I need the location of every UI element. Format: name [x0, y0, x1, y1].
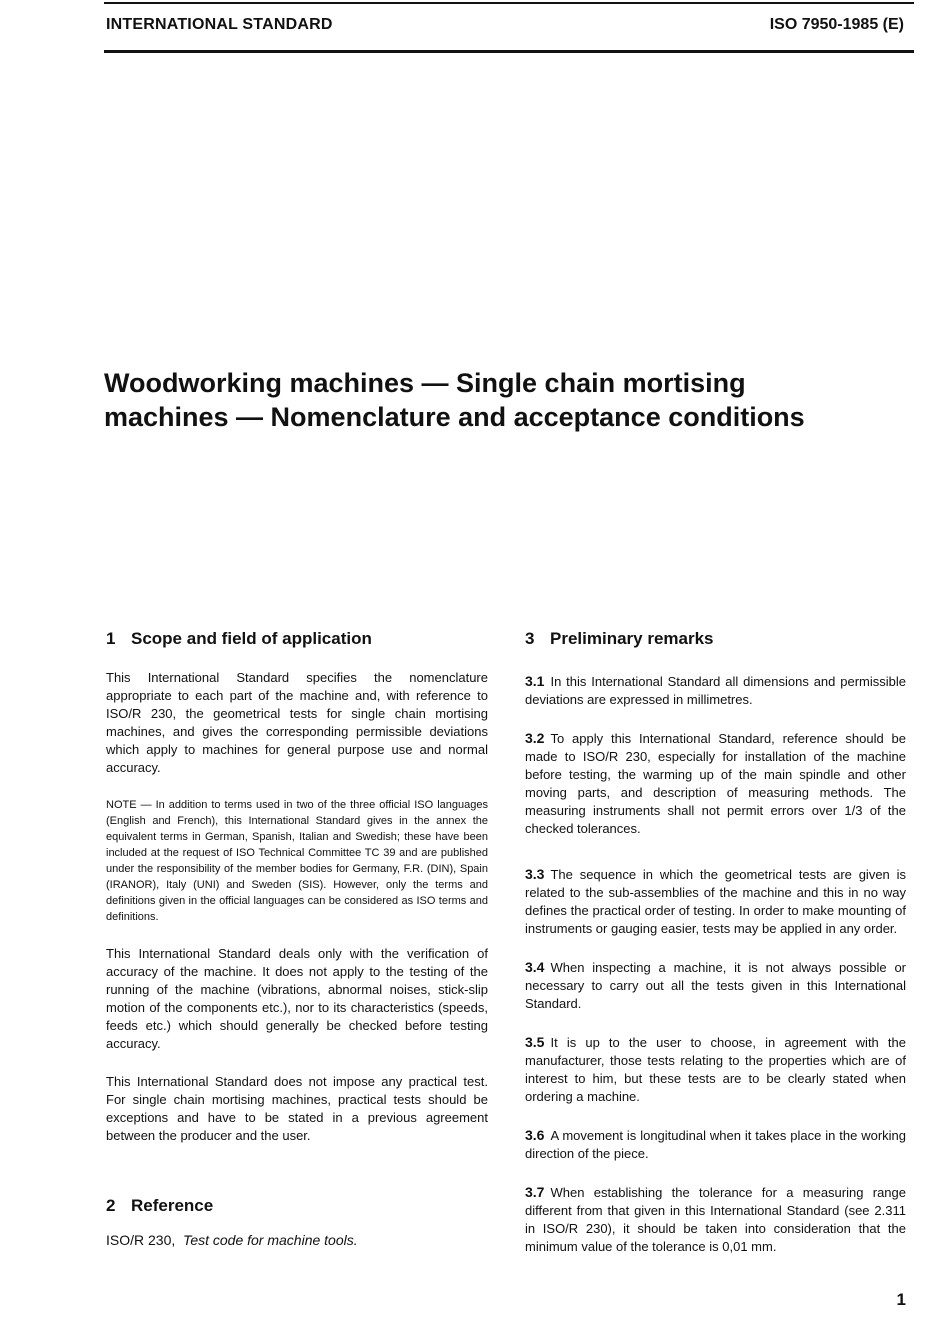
section-2-number: 2	[106, 1196, 116, 1215]
remark-number: 3.5	[525, 1034, 545, 1050]
remark-number: 3.3	[525, 866, 545, 882]
header-rule	[104, 50, 914, 53]
reference-title: Test code for machine tools.	[183, 1232, 358, 1248]
title-line-2: machines — Nomenclature and acceptance conditions	[104, 402, 805, 432]
remark-number: 3.1	[525, 673, 545, 689]
remark-text: A movement is longitudinal when it takes place in the working direction of the piece.	[525, 1128, 906, 1161]
header-standard-number: ISO 7950-1985 (E)	[769, 16, 904, 33]
page-header	[104, 16, 914, 38]
section-2-title: Reference	[131, 1196, 214, 1215]
remark-number: 3.6	[525, 1127, 545, 1143]
title-line-1: Woodworking machines — Single chain mortising	[104, 368, 746, 398]
reference-entry	[106, 1231, 488, 1249]
section-1-paragraph-2: This International Standard deals only with the verification of accuracy of the machine. It does not apply to the testing of the running of the machine (vibrations, abnormal noises, stick-slip motion of the components etc.), nor to its characteristics (speeds, feeds etc.) which should generally be checked before testing accuracy.	[106, 946, 488, 1051]
remark-3-6	[525, 1126, 906, 1163]
remark-3-7	[525, 1183, 906, 1256]
remark-3-1	[525, 672, 906, 709]
section-2-heading	[106, 1195, 488, 1217]
reference-code: ISO/R 230,	[106, 1232, 176, 1248]
remark-text: In this International Standard all dimensions and permissible deviations are expressed in millimetres.	[525, 674, 906, 707]
section-1-paragraph-3: This International Standard does not impose any practical test. For single chain mortising machines, practical tests should be exceptions and have to be stated in a previous agreement between the producer and the user.	[106, 1074, 488, 1143]
right-column	[525, 628, 906, 1256]
section-1-title: Scope and field of application	[131, 629, 372, 648]
section-1-note: NOTE — In addition to terms used in two of the three official ISO languages (English and French), this International Standard gives in the annex the equivalent terms in German, Spanish, Italian and Swedish; these have been included at the request of ISO Technical Committee TC 39 and are published under the responsibility of the member bodies for Germany, F.R. (DIN), Spain (IRANOR), Italy (UNI) and Sweden (SIS). However, only the terms and definitions given in the official languages can be considered as ISO terms and definitions.	[106, 799, 488, 923]
left-column	[106, 628, 488, 1249]
header-standard-type: INTERNATIONAL STANDARD	[106, 16, 333, 33]
remark-text: To apply this International Standard, reference should be made to ISO/R 230, especially for installation of the machine before testing, the warming up of the main spindle and other moving parts, and description of measuring methods. The measuring instruments shall not permit errors over 1/3 of the checked tolerances.	[525, 731, 906, 836]
section-3-heading	[525, 628, 906, 650]
remark-text: When inspecting a machine, it is not always possible or necessary to carry out all the tests given in this International Standard.	[525, 960, 906, 1011]
remark-text: When establishing the tolerance for a measuring range different from that given in this International Standard (see 2.311 in ISO/R 230), it should be taken into consideration that the minimum value of the tolerance is 0,01 mm.	[525, 1185, 906, 1254]
remark-number: 3.7	[525, 1184, 545, 1200]
section-1-paragraph-1: This International Standard specifies the nomenclature appropriate to each part of the machine and, with reference to ISO/R 230, the geometrical tests for single chain mortising machines, and gives the corresponding permissible deviations which apply to machines for general purpose use and normal accuracy.	[106, 670, 488, 775]
top-rule	[104, 2, 914, 4]
remark-3-5	[525, 1033, 906, 1106]
section-3-number: 3	[525, 629, 535, 648]
remark-3-4	[525, 958, 906, 1013]
section-1-heading	[106, 628, 488, 650]
page-number: 1	[896, 1290, 906, 1309]
remark-3-2	[525, 729, 906, 838]
section-3-title: Preliminary remarks	[550, 629, 714, 648]
remark-text: The sequence in which the geometrical tests are given is related to the sub-assemblies of the machine and this in no way defines the practical order of testing. In order to make mounting of instruments or gauging easier, tests may be applied in any order.	[525, 867, 906, 936]
remark-3-3	[525, 865, 906, 938]
document-title	[104, 366, 904, 434]
remark-text: It is up to the user to choose, in agreement with the manufacturer, those tests relating to the properties which are of interest to him, but these tests are to be clearly stated when ordering a machine.	[525, 1035, 906, 1104]
remark-number: 3.2	[525, 730, 545, 746]
section-1-number: 1	[106, 629, 116, 648]
remark-number: 3.4	[525, 959, 545, 975]
